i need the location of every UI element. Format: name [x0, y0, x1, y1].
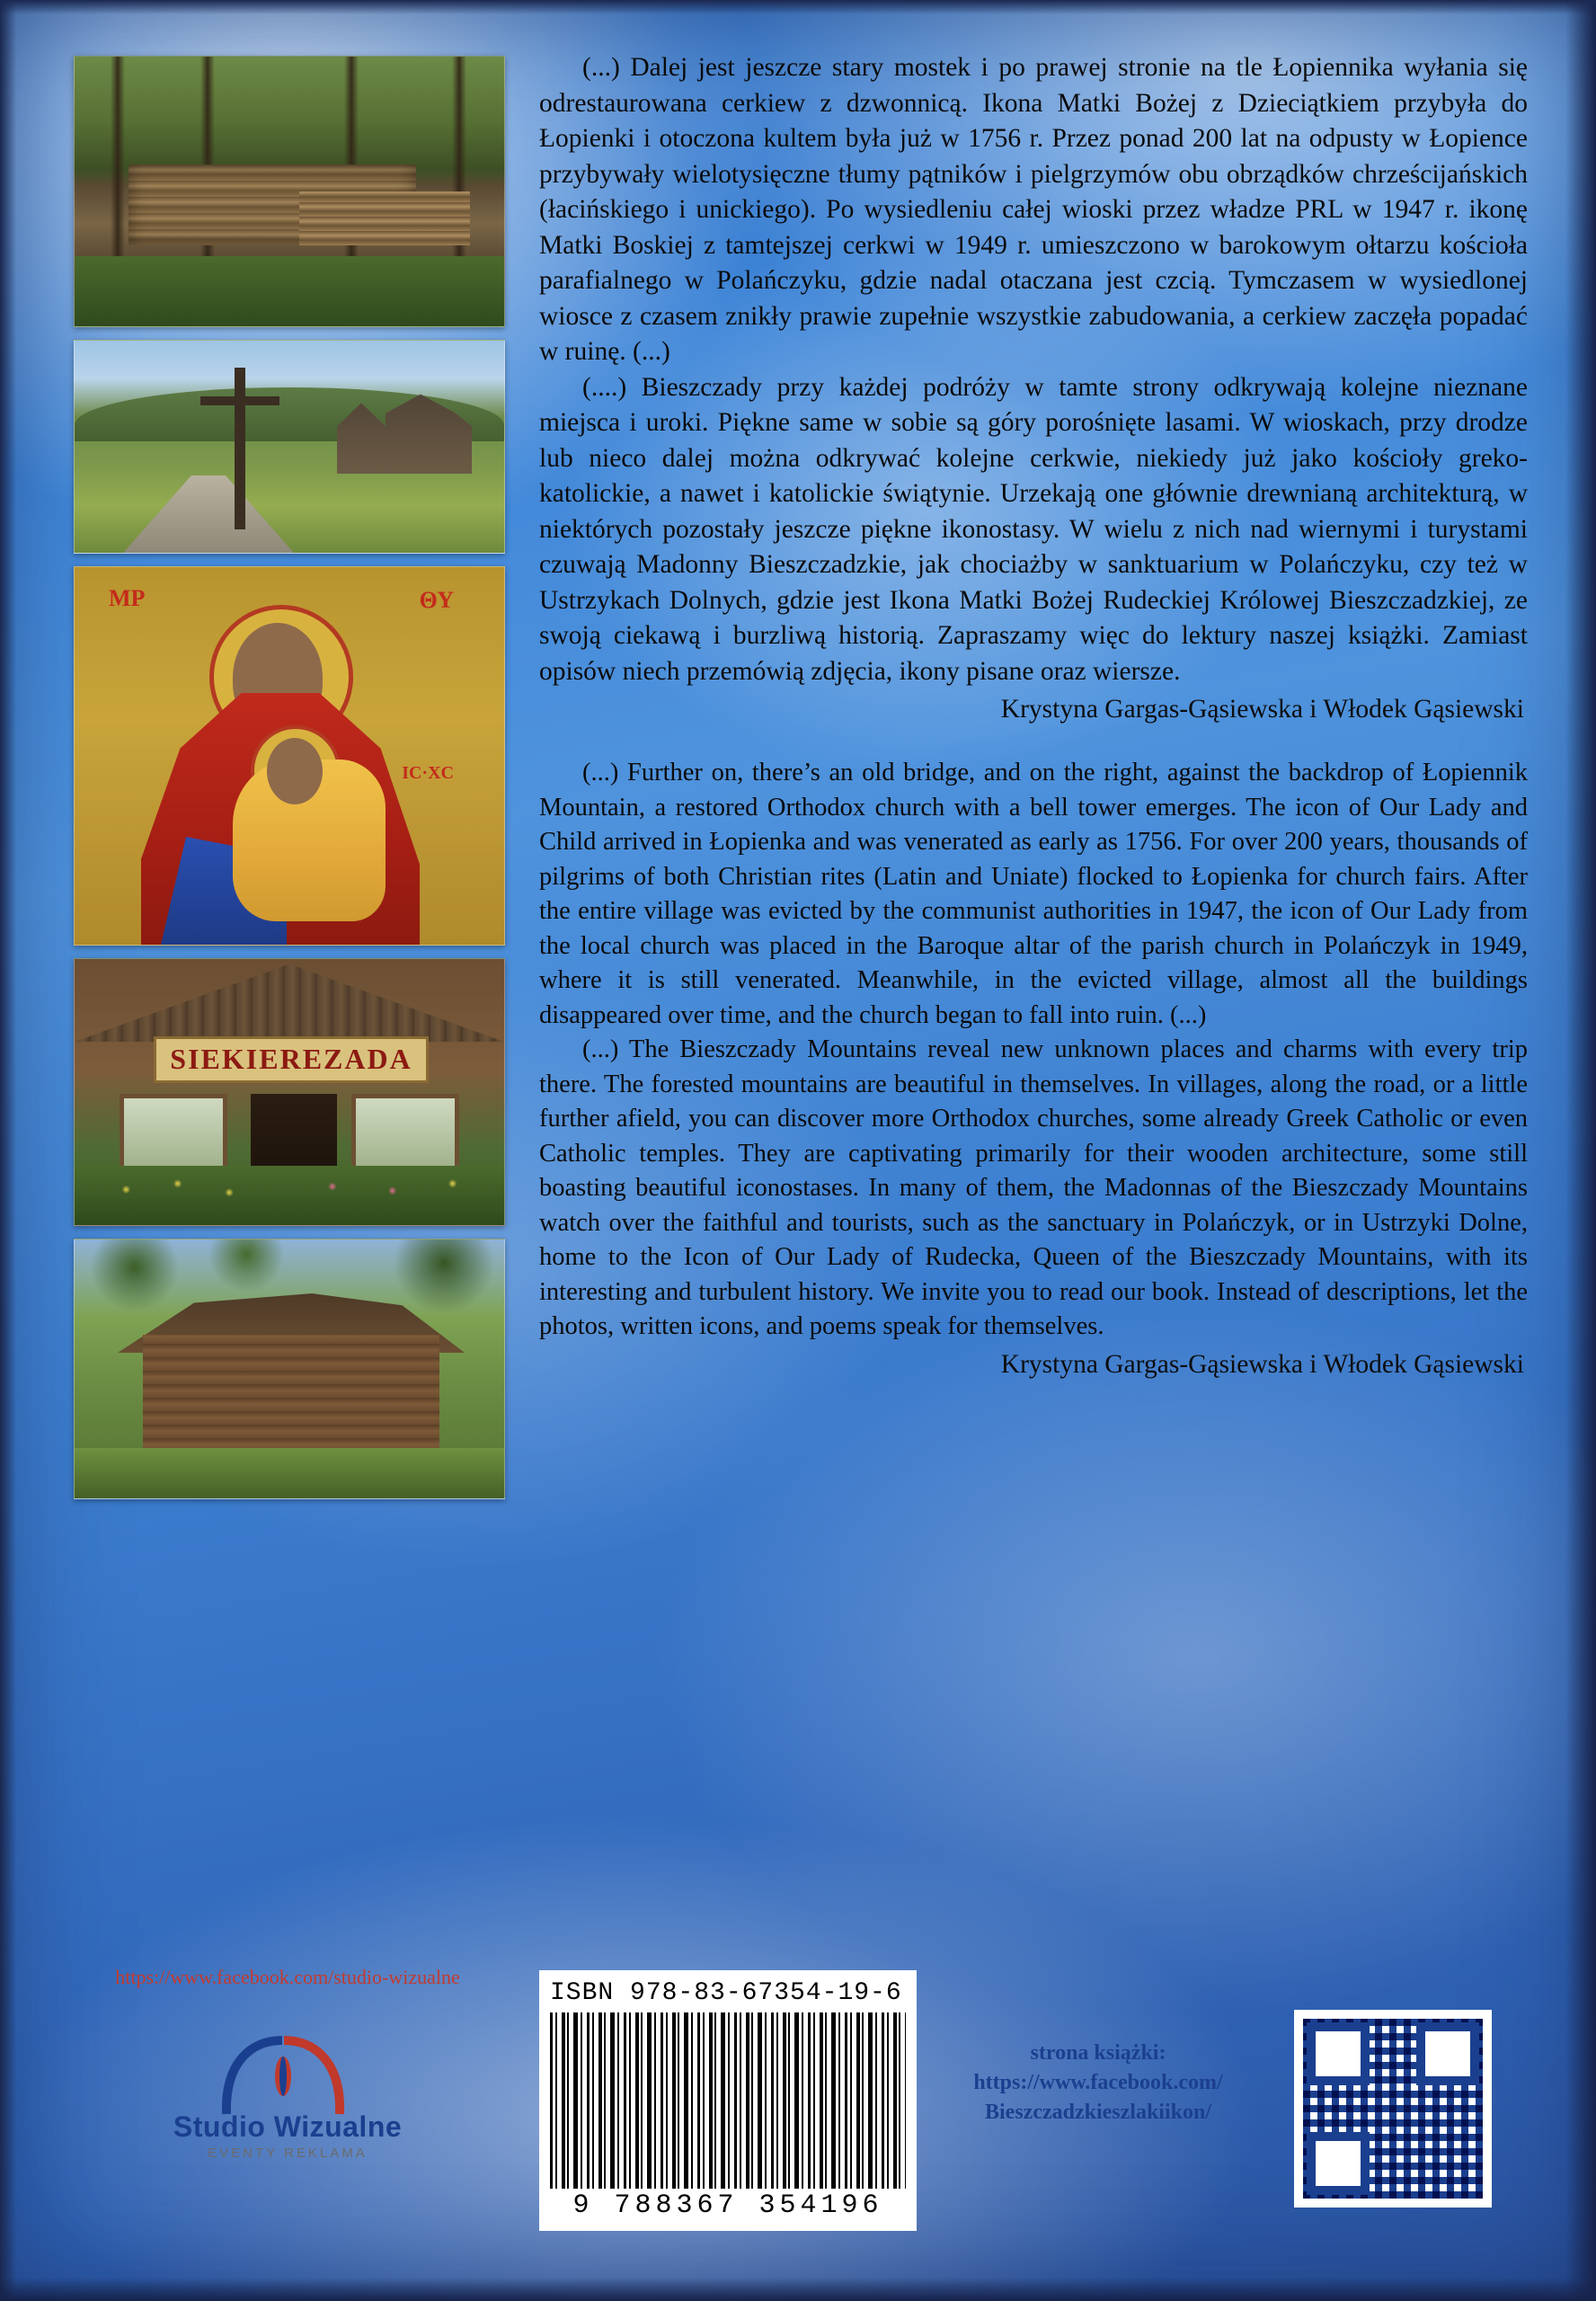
photo-column [74, 56, 503, 1512]
book-page-label: strona książki: [1030, 2041, 1166, 2065]
cover-edge-bottom [0, 2278, 1596, 2301]
madonna-icon-photo [74, 566, 505, 946]
icon-inscription-icxc: IC·XC [402, 763, 454, 783]
publisher-logo [117, 2033, 458, 2168]
english-paragraph-1: (...) Further on, there’s an old bridge, and on the right, against the backdrop of Łopiennik Mountain, a restored Orthodox church with a bell tower emerges. The icon of Our Lady and Child arrived in Łopienka and was venerated as early as 1756. For over 200 years, thousands of pilgrims of both Christian rites (Latin and Uniate) flocked to Łopienka for church fairs. After the entire village was evicted by the communist authorities in 1947, the icon of Our Lady from the local church was placed in the Baroque altar of the parish church in Polańczyk in 1949, where it is still venerated. Meanwhile, in the evicted village, almost all the buildings disappeared over time, and the church began to fall into ruin. (...) [539, 759, 1528, 1029]
cover-edge-left [0, 0, 16, 2301]
barcode-digits: 9 788367 354196 [572, 2190, 883, 2221]
polish-paragraph-1: (...) Dalej jest jeszcze stary mostek i po prawej stronie na tle Łopiennika wyłania się odrestaurowana cerkiew z dzwonnicą. Ikona Matki Bożej z Dzieciątkiem przybyła do Łopienki i otoczona kultem była już w 1756 r. Przez ponad 200 lat na odpusty w Łopience przybywały wielotysięczne tłumy pątników i pielgrzymów obu obrządków chrześcijańskich (łacińskiego i unickiego). Po wysiedleniu całej wioski przez władze PRL w 1947 r. ikonę Matki Boskiej z tamtejszej cerkwi w 1949 r. umieszczono w barokowym ołtarzu kościoła parafialnego w Polańczyku, gdzie nadal otaczana jest czcią. Tymczasem w wysiedlonej wiosce z czasem znikły prawie zupełnie wszystkie zabudowania, a cerkiew zaczęła popadać w ruinę. (...) [539, 53, 1528, 366]
book-page-info [945, 2039, 1251, 2128]
logo-arcs-icon [216, 2035, 350, 2118]
isbn-label: ISBN 978-83-67354-19-6 [550, 1979, 902, 2007]
icon-inscription-mp: МР [109, 585, 146, 611]
tavern-sign-text: SIEKIEREZADA [154, 1036, 429, 1083]
roadside-cross-church-photo [74, 340, 505, 554]
cover-edge-right [1565, 0, 1596, 2301]
qr-code-pattern [1303, 2019, 1483, 2199]
qr-eye-top-right [1416, 2022, 1479, 2085]
book-page-url-line2[interactable]: Bieszczadzkieszlakiikon/ [985, 2101, 1211, 2124]
polish-signature: Krystyna Gargas-Gąsiewska i Włodek Gąsiewski [1000, 695, 1524, 724]
back-cover-text [539, 50, 1528, 1384]
book-page-url-line1[interactable]: https://www.facebook.com/ [973, 2071, 1223, 2094]
polish-paragraph-2: (....) Bieszczady przy każdej podróży w tamte strony odkrywają kolejne nieznane miejsca i uroki. Piękne same w sobie są góry porośnięte lasami. W wioskach, przy drodze lub nieco dalej można odkrywać kolejne cerkwie, niekiedy już jako kościoły greko-katolickie, a nawet i katolickie świątynie. Urzekają one głównie drewnianą architekturą, w niektórych pozostały jeszcze piękne ikonostasy. W wielu z nich nad wiernymi i turystami czuwają Madonny Bieszczadzkie, jak chociażby w sanktuarium w Polańczyku, czy też w Ustrzykach Dolnych, gdzie jest Ikona Matki Bożej Rudeckiej Królowej Bieszczadzkiej, ze swoją ciekawą i burzliwą historią. Zapraszamy więc do lektury naszej książki. Zamiast opisów niech przemówią zdjęcia, ikony pisane oraz wiersze. [539, 372, 1528, 686]
logo-subtitle: EVENTY REKLAMA [208, 2146, 368, 2161]
qr-eye-top-left [1307, 2022, 1370, 2085]
siekierezada-tavern-photo [74, 958, 505, 1226]
english-signature: Krystyna Gargas-Gąsiewska i Włodek Gąsiewski [1000, 1349, 1524, 1379]
icon-inscription-oy: ΘΥ [419, 587, 454, 613]
barcode-bars [550, 2012, 906, 2189]
logo-word-studio: Studio [173, 2110, 266, 2143]
english-paragraph-2: (...) The Bieszczady Mountains reveal new unknown places and charms with every trip there. The forested mountains are beautiful in themselves. In villages, along the road, or a little further afield, you can discover more Orthodox churches, some already Greek Catholic or even Catholic temples. They are captivating primarily for their wooden architecture, some still boasting beautiful iconostases. In many of them, the Madonnas of the Bieszczady Mountains watch over the faithful and tourists, such as the sanctuary in Polańczyk, or in Ustrzyki Dolne, home to the Icon of Our Lady of Rudecka, Queen of the Bieszczady Mountains, with its interesting and turbulent history. We invite you to read our book. Instead of descriptions, let the photos, written icons, and poems speak for themselves. [539, 1035, 1528, 1340]
facebook-link[interactable]: https://www.facebook.com/studio-wizualne [115, 1966, 460, 1988]
isbn-barcode-block [539, 1970, 917, 2231]
qr-code[interactable] [1294, 2010, 1492, 2208]
cover-edge-top [0, 0, 1596, 14]
logo-word-wizualne: Wizualne [273, 2110, 403, 2143]
old-wooden-church-photo [74, 1239, 505, 1499]
qr-eye-bottom-left [1307, 2132, 1370, 2195]
forest-logs-photo [74, 56, 505, 327]
